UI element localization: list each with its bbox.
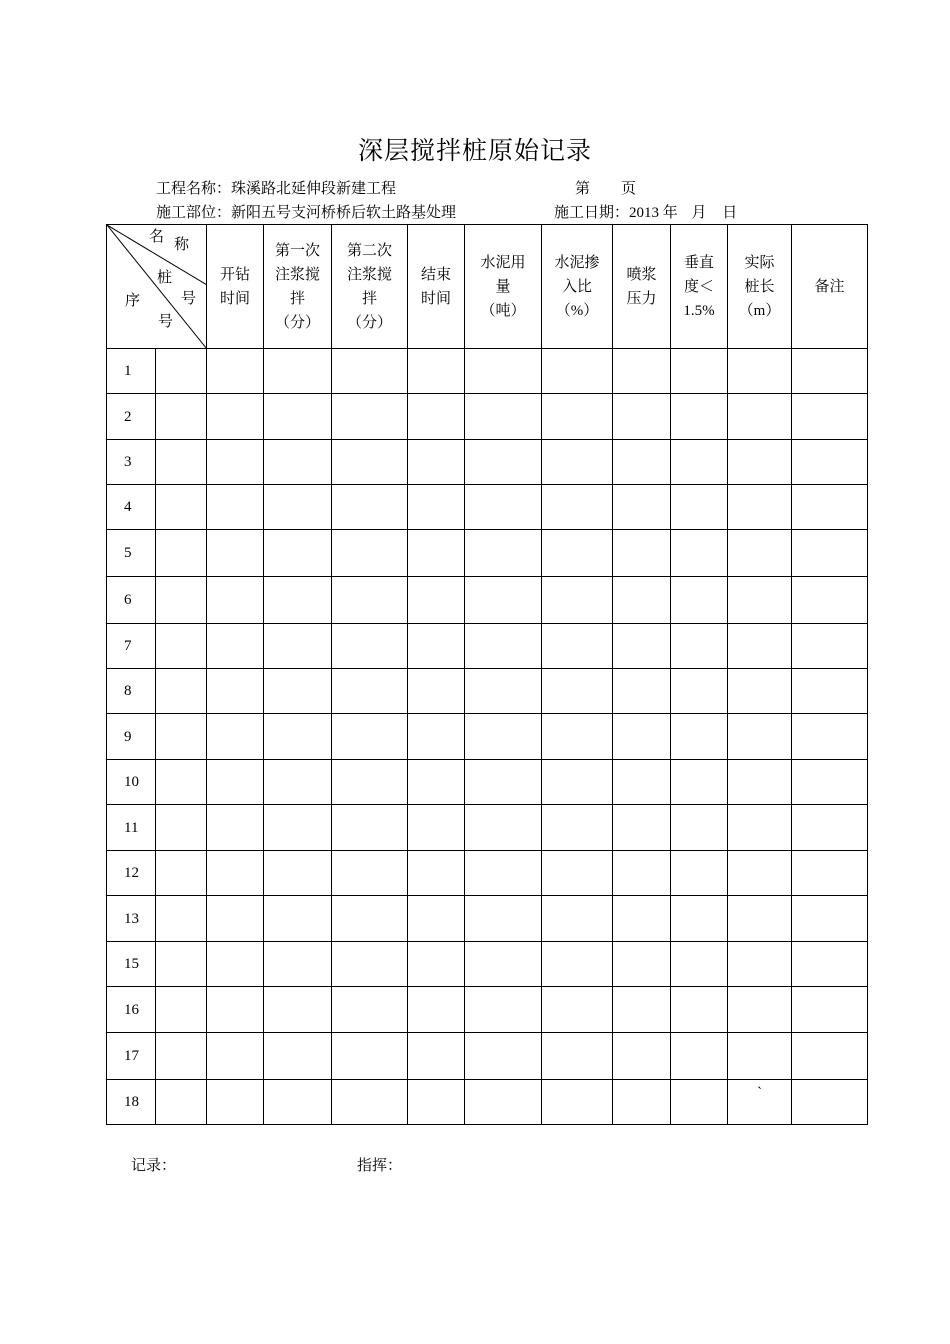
data-cell[interactable]	[207, 987, 264, 1033]
data-cell[interactable]	[542, 577, 613, 624]
date-day: 日	[722, 205, 738, 221]
data-cell[interactable]	[207, 1080, 264, 1125]
data-cell[interactable]	[408, 805, 465, 851]
data-cell[interactable]	[408, 896, 465, 942]
data-cell[interactable]	[792, 349, 868, 394]
data-cell[interactable]	[264, 530, 332, 577]
data-cell[interactable]	[613, 896, 671, 942]
data-cell[interactable]	[671, 624, 728, 669]
data-cell[interactable]	[792, 805, 868, 851]
data-cell[interactable]	[408, 624, 465, 669]
data-cell[interactable]	[671, 1033, 728, 1080]
data-cell[interactable]	[264, 760, 332, 805]
data-cell[interactable]	[207, 896, 264, 942]
data-cell[interactable]	[728, 1033, 792, 1080]
data-cell[interactable]	[465, 1080, 542, 1125]
data-cell[interactable]	[792, 577, 868, 624]
pile-number-cell[interactable]	[156, 805, 207, 851]
data-cell[interactable]	[332, 577, 408, 624]
table-row	[107, 896, 868, 942]
data-cell[interactable]	[408, 669, 465, 714]
data-cell[interactable]	[264, 805, 332, 851]
data-cell[interactable]	[671, 942, 728, 987]
row-number-cell: 13	[107, 896, 156, 942]
table-row	[107, 805, 868, 851]
data-cell[interactable]	[465, 394, 542, 440]
data-cell[interactable]	[408, 1033, 465, 1080]
data-cell[interactable]	[207, 669, 264, 714]
pile-number-cell[interactable]	[156, 851, 207, 896]
data-cell[interactable]	[465, 530, 542, 577]
header-row	[107, 225, 868, 349]
pile-number-cell[interactable]	[156, 942, 207, 987]
data-cell[interactable]	[728, 349, 792, 394]
col-header-verticality: 垂直 度＜ 1.5%	[671, 225, 728, 349]
table-row	[107, 577, 868, 624]
corner-label-hao: 号	[181, 291, 197, 307]
stray-mark-cell	[728, 1080, 792, 1125]
date-label: 施工日期：	[554, 205, 630, 221]
pile-number-cell[interactable]	[156, 669, 207, 714]
data-cell[interactable]	[207, 485, 264, 530]
data-cell[interactable]	[792, 714, 868, 760]
row-number-cell: 1	[107, 349, 156, 394]
data-cell[interactable]	[728, 440, 792, 485]
record-table	[106, 224, 868, 1125]
page-label-di: 第	[575, 181, 591, 197]
table-body	[107, 349, 868, 1125]
pile-number-cell[interactable]	[156, 760, 207, 805]
data-cell[interactable]	[465, 349, 542, 394]
data-cell[interactable]	[332, 942, 408, 987]
data-cell[interactable]	[465, 760, 542, 805]
data-cell[interactable]	[542, 942, 613, 987]
data-cell[interactable]	[613, 440, 671, 485]
data-cell[interactable]	[408, 851, 465, 896]
data-cell[interactable]	[542, 440, 613, 485]
table-row	[107, 760, 868, 805]
data-cell[interactable]	[728, 987, 792, 1033]
pile-number-cell[interactable]	[156, 624, 207, 669]
data-cell[interactable]	[207, 349, 264, 394]
commander-label: 指挥：	[357, 1158, 403, 1174]
data-cell[interactable]	[408, 349, 465, 394]
data-cell[interactable]	[332, 896, 408, 942]
data-cell[interactable]	[408, 577, 465, 624]
data-cell[interactable]	[671, 530, 728, 577]
data-cell[interactable]	[542, 896, 613, 942]
data-cell[interactable]	[465, 485, 542, 530]
date-block	[554, 201, 737, 222]
table-row	[107, 942, 868, 987]
data-cell[interactable]	[332, 394, 408, 440]
data-cell[interactable]	[408, 987, 465, 1033]
data-cell[interactable]	[465, 714, 542, 760]
data-cell[interactable]	[671, 714, 728, 760]
data-cell[interactable]	[332, 440, 408, 485]
data-cell[interactable]	[792, 851, 868, 896]
col-header-second-grout: 第二次 注浆搅 拌 （分）	[332, 225, 408, 349]
row-number-cell: 6	[107, 577, 156, 624]
data-cell[interactable]	[332, 485, 408, 530]
data-cell[interactable]	[465, 851, 542, 896]
date-month: 月	[691, 205, 707, 221]
data-cell[interactable]	[465, 624, 542, 669]
page-title: 深层搅拌桩原始记录	[357, 138, 592, 165]
data-cell[interactable]	[542, 714, 613, 760]
table-row	[107, 1033, 868, 1080]
pile-number-cell[interactable]	[156, 987, 207, 1033]
data-cell[interactable]	[613, 394, 671, 440]
data-cell[interactable]	[332, 1033, 408, 1080]
data-cell[interactable]	[264, 896, 332, 942]
data-cell[interactable]	[264, 942, 332, 987]
data-cell[interactable]	[207, 714, 264, 760]
table-row	[107, 530, 868, 577]
data-cell[interactable]	[542, 530, 613, 577]
data-cell[interactable]	[264, 440, 332, 485]
col-header-remarks: 备注	[792, 225, 868, 349]
data-cell[interactable]	[728, 714, 792, 760]
data-cell[interactable]	[408, 485, 465, 530]
data-cell[interactable]	[408, 942, 465, 987]
col-header-cement-amount: 水泥用 量 （吨）	[465, 225, 542, 349]
data-cell[interactable]	[613, 1080, 671, 1125]
data-cell[interactable]	[332, 669, 408, 714]
pile-number-cell[interactable]	[156, 394, 207, 440]
data-cell[interactable]	[264, 987, 332, 1033]
data-cell[interactable]	[728, 394, 792, 440]
table-row	[107, 714, 868, 760]
table-row	[107, 349, 868, 394]
site-label: 施工部位：	[156, 205, 232, 221]
header-line-2	[156, 201, 856, 222]
data-cell[interactable]	[264, 1080, 332, 1125]
data-cell[interactable]	[613, 714, 671, 760]
data-cell[interactable]	[207, 805, 264, 851]
corner-label-xu: 序	[125, 293, 141, 309]
data-cell[interactable]	[207, 394, 264, 440]
table-row	[107, 987, 868, 1033]
data-cell[interactable]	[465, 440, 542, 485]
data-cell[interactable]	[465, 669, 542, 714]
data-cell[interactable]	[613, 805, 671, 851]
table-row	[107, 851, 868, 896]
data-cell[interactable]	[613, 851, 671, 896]
data-cell[interactable]	[465, 896, 542, 942]
data-cell[interactable]	[542, 669, 613, 714]
data-cell[interactable]	[332, 714, 408, 760]
data-cell[interactable]	[728, 624, 792, 669]
data-cell[interactable]	[671, 349, 728, 394]
data-cell[interactable]	[207, 1033, 264, 1080]
data-cell[interactable]	[332, 349, 408, 394]
col-header-first-grout: 第一次 注浆搅 拌 （分）	[264, 225, 332, 349]
data-cell[interactable]	[792, 896, 868, 942]
data-cell[interactable]	[542, 760, 613, 805]
data-cell[interactable]	[465, 942, 542, 987]
recorder-label: 记录：	[131, 1158, 177, 1174]
data-cell[interactable]	[542, 349, 613, 394]
row-number-cell: 2	[107, 394, 156, 440]
stray-mark: `	[757, 1085, 762, 1101]
data-cell[interactable]	[264, 624, 332, 669]
data-cell[interactable]	[613, 577, 671, 624]
data-cell[interactable]	[542, 1080, 613, 1125]
col-header-pile-length: 实际 桩长 （m）	[728, 225, 792, 349]
col-header-drill-start: 开钻 时间	[207, 225, 264, 349]
row-number-cell: 10	[107, 760, 156, 805]
data-cell[interactable]	[671, 987, 728, 1033]
page-label-ye: 页	[621, 181, 637, 197]
data-cell[interactable]	[465, 987, 542, 1033]
col-header-spray-pressure: 喷浆 压力	[613, 225, 671, 349]
data-cell[interactable]	[542, 394, 613, 440]
row-number-cell: 7	[107, 624, 156, 669]
data-cell[interactable]	[671, 896, 728, 942]
row-number-cell: 8	[107, 669, 156, 714]
data-cell[interactable]	[613, 530, 671, 577]
data-cell[interactable]	[207, 530, 264, 577]
data-cell[interactable]	[264, 851, 332, 896]
data-cell[interactable]	[542, 624, 613, 669]
data-cell[interactable]	[542, 987, 613, 1033]
data-cell[interactable]	[613, 942, 671, 987]
data-cell[interactable]	[264, 577, 332, 624]
data-cell[interactable]	[408, 530, 465, 577]
data-cell[interactable]	[264, 669, 332, 714]
data-cell[interactable]	[671, 485, 728, 530]
data-cell[interactable]	[671, 669, 728, 714]
data-cell[interactable]	[728, 485, 792, 530]
data-cell[interactable]	[542, 851, 613, 896]
data-cell[interactable]	[207, 851, 264, 896]
pile-number-cell[interactable]	[156, 440, 207, 485]
row-number-cell: 5	[107, 530, 156, 577]
row-number-cell: 15	[107, 942, 156, 987]
data-cell[interactable]	[613, 1033, 671, 1080]
data-cell[interactable]	[792, 1080, 868, 1125]
data-cell[interactable]	[728, 805, 792, 851]
data-cell[interactable]	[408, 760, 465, 805]
header-line-1	[156, 177, 856, 198]
row-number-cell: 17	[107, 1033, 156, 1080]
row-number-cell: 3	[107, 440, 156, 485]
data-cell[interactable]	[207, 577, 264, 624]
row-number-cell: 18	[107, 1080, 156, 1125]
data-cell[interactable]	[671, 577, 728, 624]
data-cell[interactable]	[332, 805, 408, 851]
corner-label-ming: 名	[149, 229, 165, 245]
data-cell[interactable]	[792, 1033, 868, 1080]
data-cell[interactable]	[671, 760, 728, 805]
data-cell[interactable]	[792, 624, 868, 669]
data-cell[interactable]	[264, 349, 332, 394]
data-cell[interactable]	[332, 987, 408, 1033]
table-row	[107, 669, 868, 714]
row-number-cell: 4	[107, 485, 156, 530]
data-cell[interactable]	[264, 1033, 332, 1080]
data-cell[interactable]	[465, 805, 542, 851]
data-cell[interactable]	[613, 485, 671, 530]
row-number-cell: 9	[107, 714, 156, 760]
data-cell[interactable]	[792, 440, 868, 485]
data-cell[interactable]	[332, 851, 408, 896]
data-cell[interactable]	[671, 851, 728, 896]
data-cell[interactable]	[613, 987, 671, 1033]
pile-number-cell[interactable]	[156, 714, 207, 760]
data-cell[interactable]	[465, 1033, 542, 1080]
data-cell[interactable]	[613, 669, 671, 714]
row-number-cell: 11	[107, 805, 156, 851]
table-row	[107, 394, 868, 440]
data-cell[interactable]	[542, 485, 613, 530]
row-number-cell: 16	[107, 987, 156, 1033]
pile-number-cell[interactable]	[156, 349, 207, 394]
data-cell[interactable]	[728, 851, 792, 896]
corner-label-cheng: 称	[174, 237, 190, 253]
data-cell[interactable]	[792, 530, 868, 577]
data-cell[interactable]	[542, 805, 613, 851]
pile-number-cell[interactable]	[156, 530, 207, 577]
data-cell[interactable]	[207, 760, 264, 805]
data-cell[interactable]	[332, 760, 408, 805]
pile-number-cell[interactable]	[156, 1080, 207, 1125]
corner-label-hao-bottom: 号	[158, 314, 174, 330]
pile-number-cell[interactable]	[156, 1033, 207, 1080]
col-header-cement-ratio: 水泥掺 入比 （%）	[542, 225, 613, 349]
pile-number-cell[interactable]	[156, 577, 207, 624]
table-row	[107, 440, 868, 485]
data-cell[interactable]	[728, 577, 792, 624]
data-cell[interactable]	[207, 440, 264, 485]
date-year: 2013 年	[629, 205, 678, 221]
data-cell[interactable]	[207, 942, 264, 987]
site-name: 新阳五号支河桥桥后软土路基处理	[231, 205, 457, 221]
data-cell[interactable]	[613, 624, 671, 669]
data-cell[interactable]	[613, 349, 671, 394]
data-cell[interactable]	[264, 714, 332, 760]
col-header-end-time: 结束 时间	[408, 225, 465, 349]
project-name: 珠溪路北延伸段新建工程	[231, 181, 397, 197]
data-cell[interactable]	[332, 1080, 408, 1125]
data-cell[interactable]	[671, 440, 728, 485]
table-row	[107, 1080, 868, 1125]
data-cell[interactable]	[728, 669, 792, 714]
data-cell[interactable]	[264, 394, 332, 440]
data-cell[interactable]	[207, 624, 264, 669]
data-cell[interactable]	[332, 530, 408, 577]
pile-number-cell[interactable]	[156, 896, 207, 942]
data-cell[interactable]	[728, 942, 792, 987]
data-cell[interactable]	[728, 760, 792, 805]
data-cell[interactable]	[728, 530, 792, 577]
data-cell[interactable]	[408, 440, 465, 485]
data-cell[interactable]	[792, 942, 868, 987]
data-cell[interactable]	[264, 485, 332, 530]
data-cell[interactable]	[792, 987, 868, 1033]
data-cell[interactable]	[613, 760, 671, 805]
data-cell[interactable]	[671, 394, 728, 440]
data-cell[interactable]	[408, 394, 465, 440]
diagonal-header-cell	[107, 225, 207, 349]
corner-label-zhuang: 桩	[157, 270, 173, 286]
data-cell[interactable]	[671, 1080, 728, 1125]
data-cell[interactable]	[332, 624, 408, 669]
project-label: 工程名称：	[156, 181, 232, 197]
data-cell[interactable]	[408, 714, 465, 760]
data-cell[interactable]	[465, 577, 542, 624]
data-cell[interactable]	[792, 760, 868, 805]
data-cell[interactable]	[408, 1080, 465, 1125]
data-cell[interactable]	[792, 485, 868, 530]
table-row	[107, 624, 868, 669]
data-cell[interactable]	[728, 896, 792, 942]
data-cell[interactable]	[542, 1033, 613, 1080]
row-number-cell: 12	[107, 851, 156, 896]
table-row	[107, 485, 868, 530]
data-cell[interactable]	[792, 394, 868, 440]
data-cell[interactable]	[671, 805, 728, 851]
pile-number-cell[interactable]	[156, 485, 207, 530]
data-cell[interactable]	[792, 669, 868, 714]
